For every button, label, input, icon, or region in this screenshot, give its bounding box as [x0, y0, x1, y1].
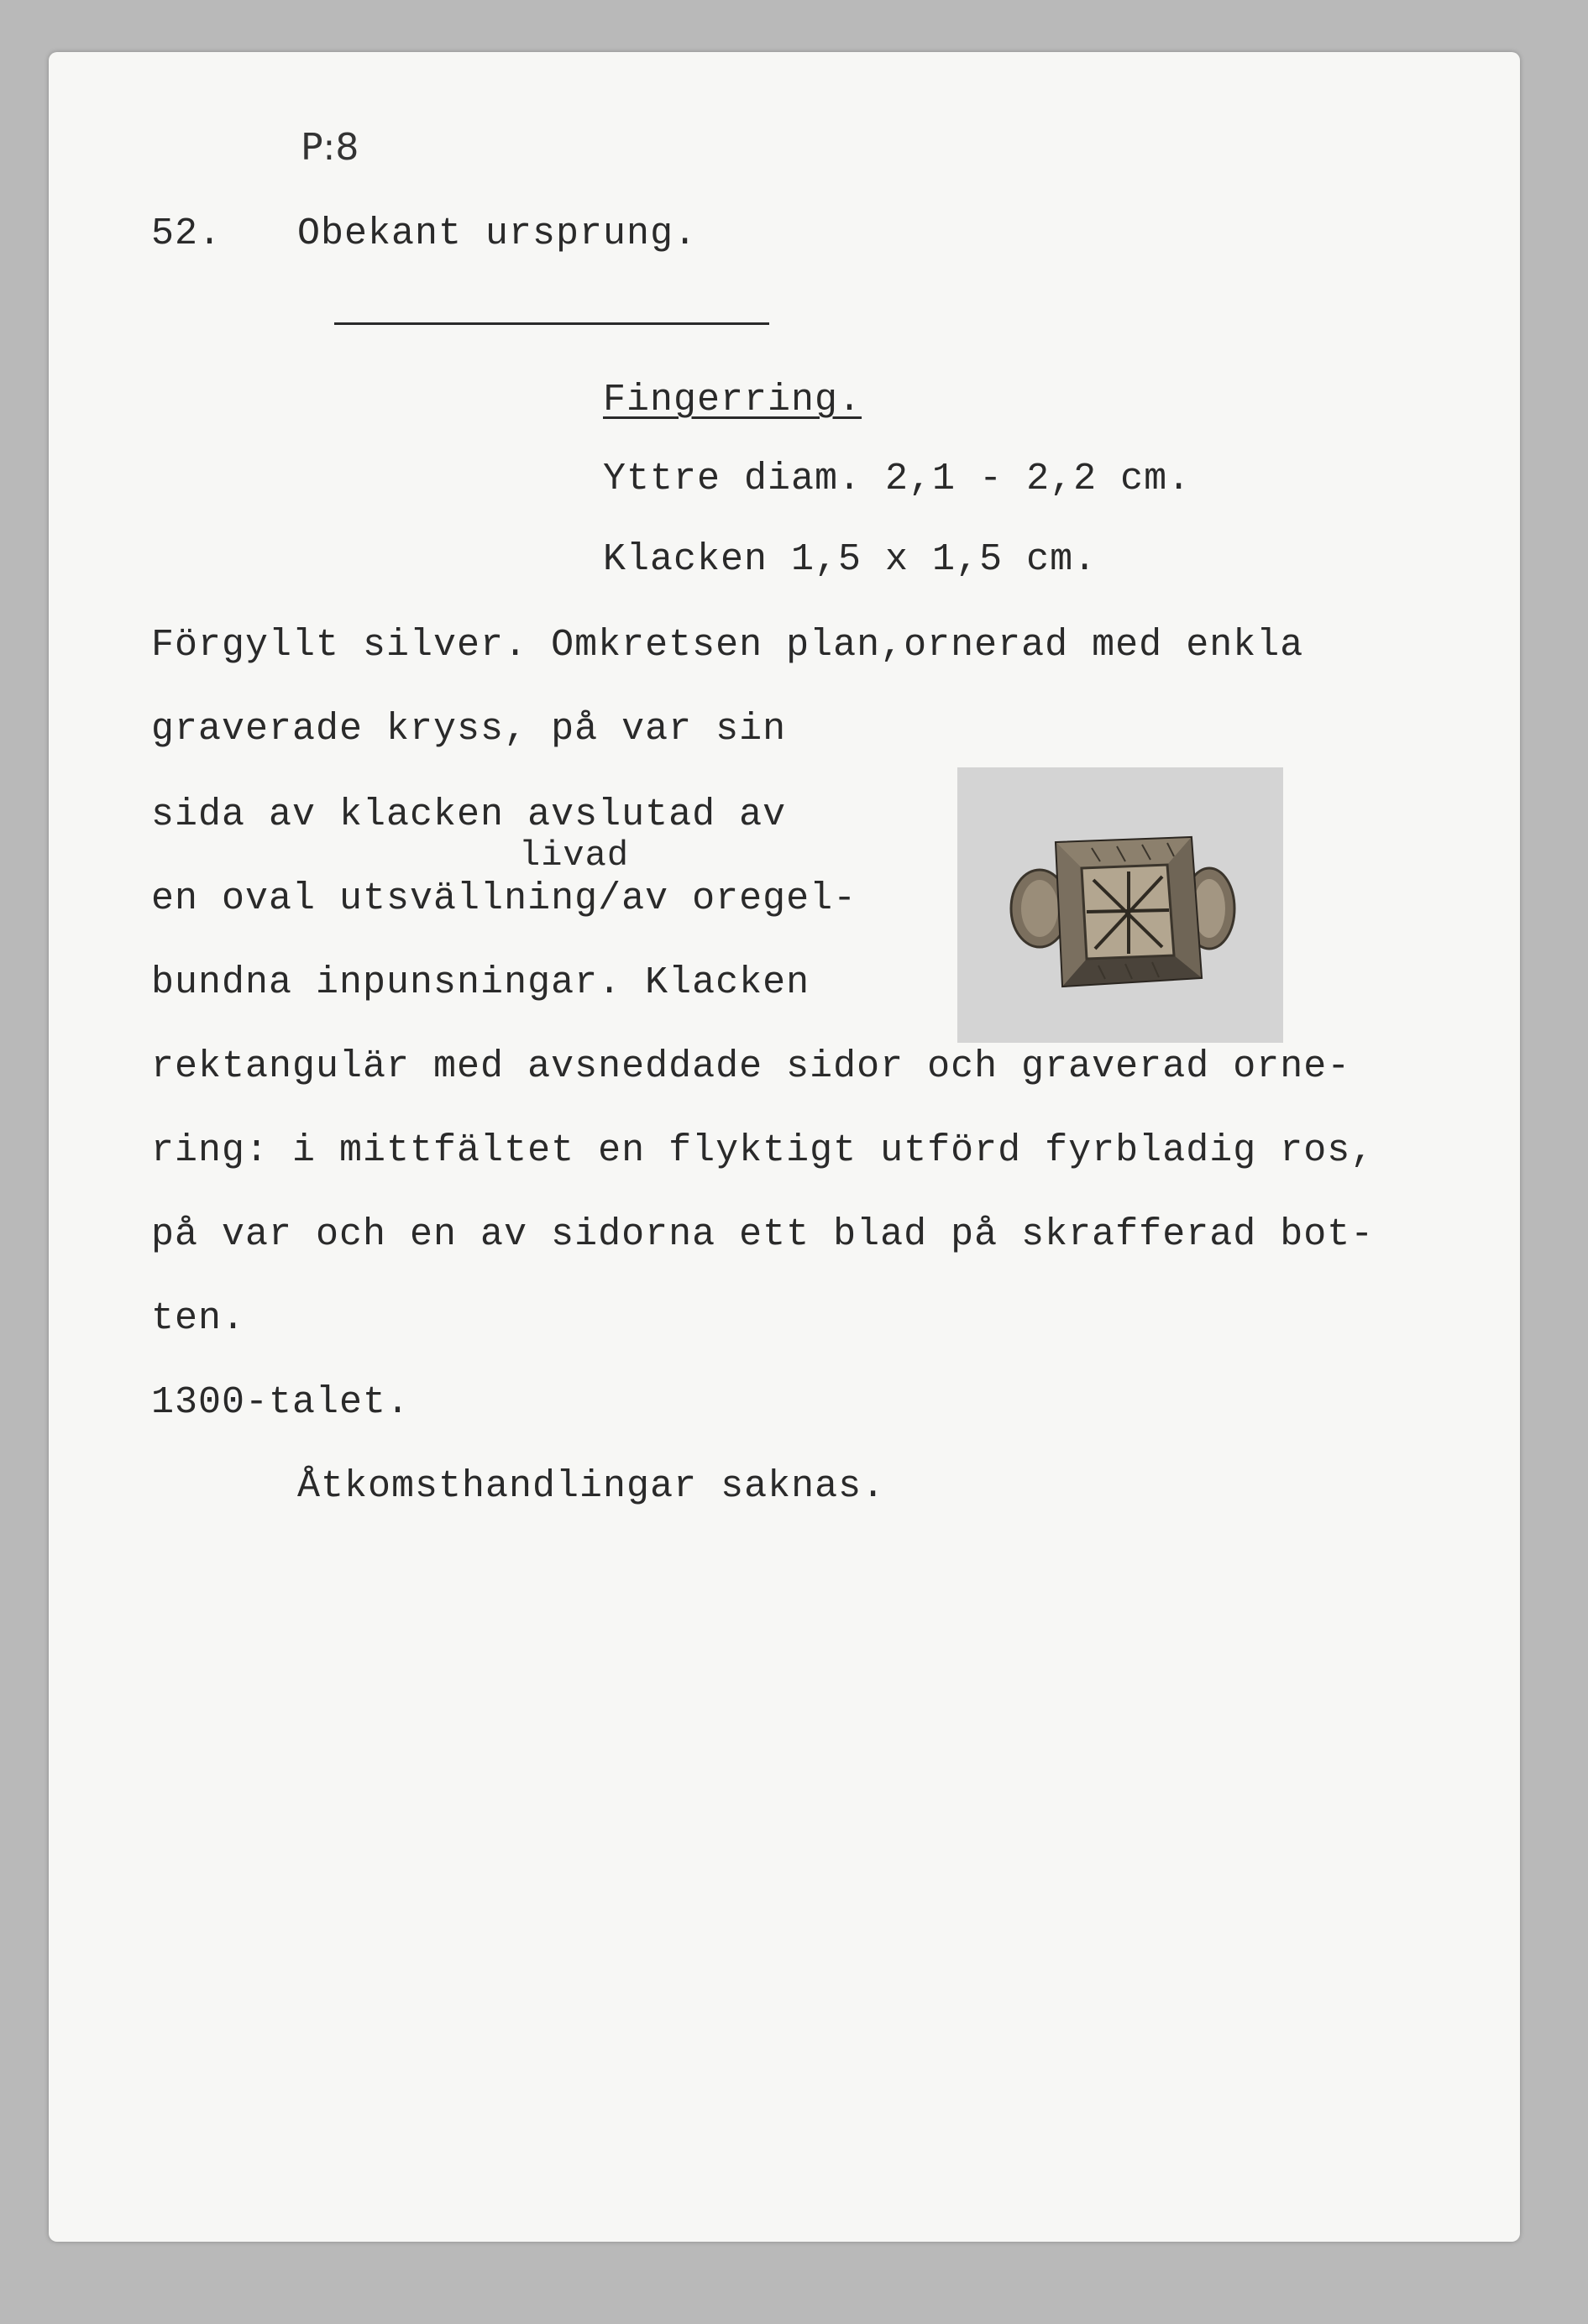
bezel-size: Klacken 1,5 x 1,5 cm.	[603, 538, 1098, 581]
heading-underline	[334, 322, 769, 325]
outer-diameter: Yttre diam. 2,1 - 2,2 cm.	[603, 458, 1192, 500]
description-line: bundna inpunsningar. Klacken	[151, 961, 810, 1004]
description-line: rektangulär med avsneddade sidor och graverad orne-	[151, 1045, 1351, 1088]
description-line: ten.	[151, 1297, 246, 1340]
date: 1300-talet.	[151, 1381, 411, 1424]
handwritten-reference: P:8	[301, 126, 359, 169]
description-line: Förgyllt silver. Omkretsen plan,ornerad med enkla	[151, 624, 1304, 667]
records-note: Åtkomsthandlingar saknas.	[297, 1465, 886, 1508]
catalog-card	[49, 52, 1520, 2242]
description-line: sida av klacken avslutad av	[151, 793, 787, 836]
description-line: graverade kryss, på var sin	[151, 708, 787, 751]
description-line: en oval utsvällning/av oregel-	[151, 877, 857, 920]
description-line: på var och en av sidorna ett blad på skrafferad bot-	[151, 1213, 1375, 1256]
description-insertion: livad	[519, 835, 630, 876]
origin-heading: Obekant ursprung.	[297, 212, 698, 255]
object-title: Fingerring.	[603, 379, 862, 421]
ring-photo	[957, 767, 1283, 1043]
description-line: ring: i mittfältet en flyktigt utförd fyrbladig ros,	[151, 1129, 1375, 1172]
ring-illustration	[957, 767, 1283, 1043]
entry-number: 52.	[151, 212, 223, 255]
